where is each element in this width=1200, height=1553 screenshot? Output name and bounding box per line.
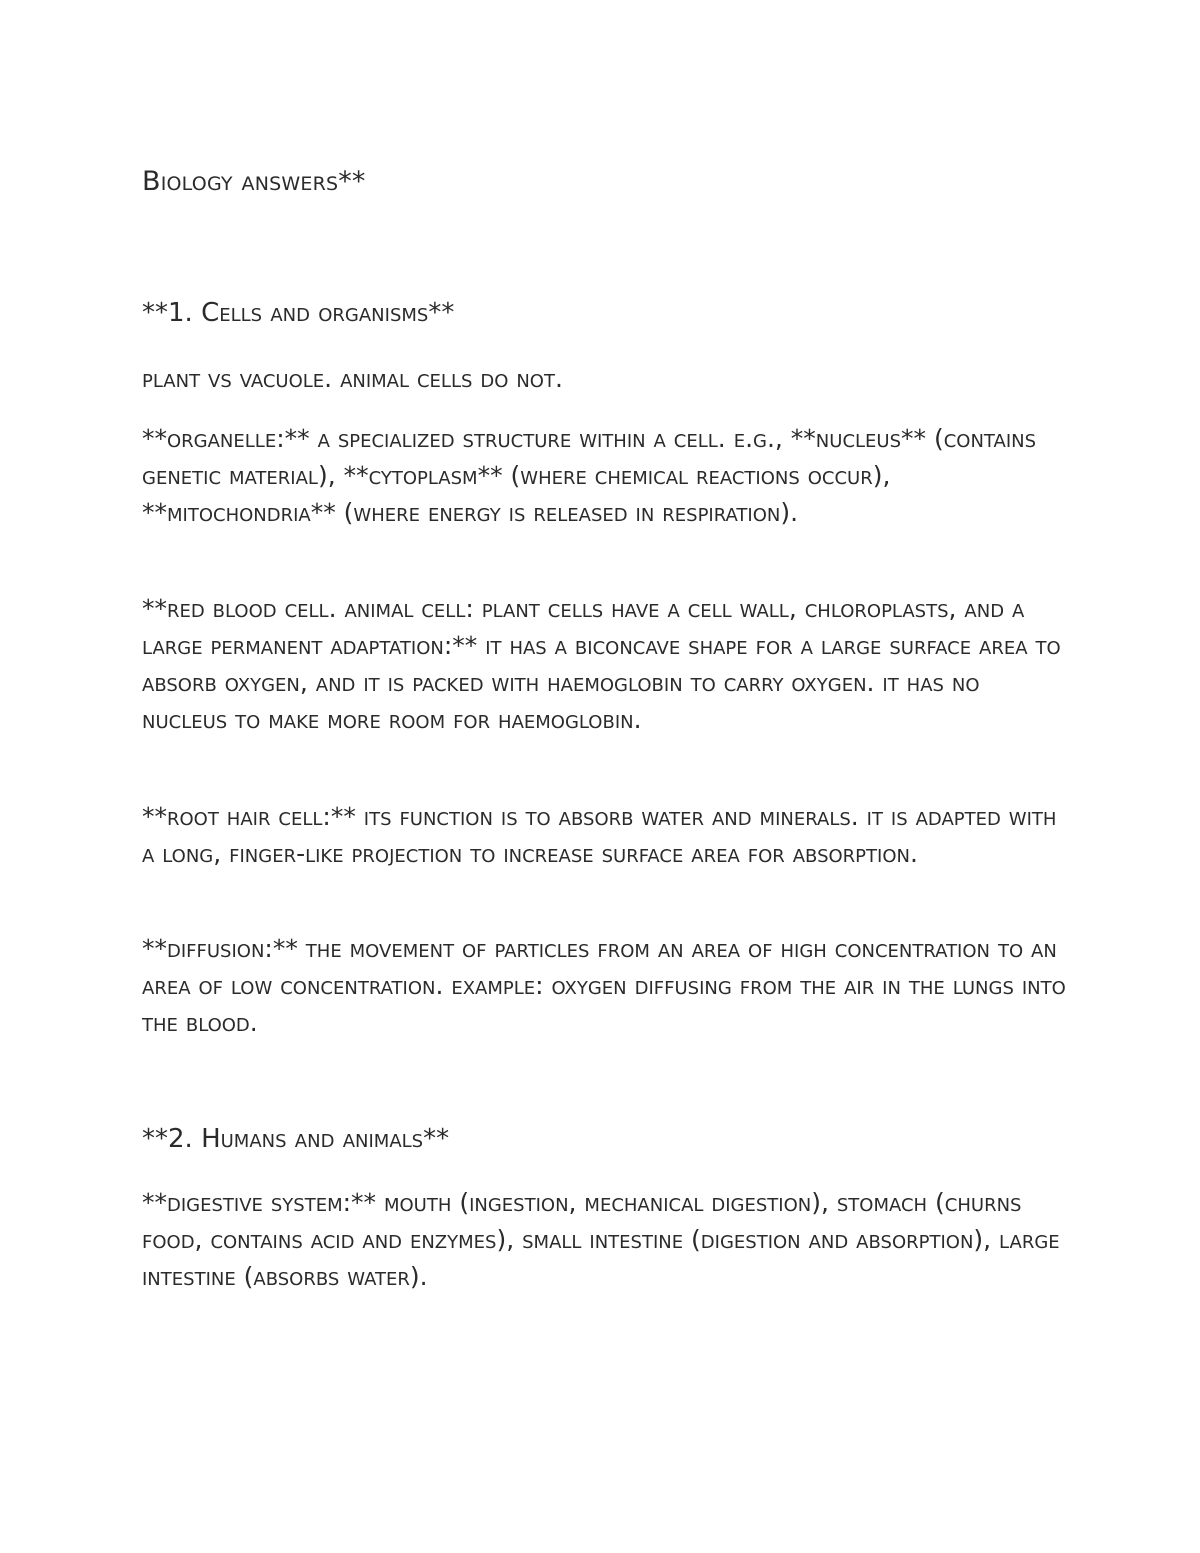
section-heading-humans: **2. Humans and animals** [142, 1124, 450, 1154]
document-title: Biology answers** [142, 166, 366, 197]
paragraph-red-blood-cell: **red blood cell. animal cell: plant cells have a cell wall, chloroplasts, and a large permanent adaptation:** it has a biconcave shape for a large surface area to absorb oxygen, and it is packed with haemoglobin to carry oxygen. it has no nucleus to make more room for haemoglobin. [142, 594, 1061, 734]
section-heading-cells: **1. Cells and organisms** [142, 298, 455, 328]
paragraph-plant-vacuole: plant vs vacuole. animal cells do not. [142, 364, 563, 393]
paragraph-organelle: **organelle:** a specialized structure within a cell. e.g., **nucleus** (contains genetic material), **cytoplasm** (where chemical reactions occur), **mitochondria** (where energy is released in respiration). [142, 424, 1037, 527]
paragraph-digestive-system: **digestive system:** mouth (ingestion, mechanical digestion), stomach (churns food, contains acid and enzymes), small intestine (digestion and absorption), large intestine (absorbs water). [142, 1188, 1060, 1291]
paragraph-diffusion: **diffusion:** the movement of particles from an area of high concentration to an area of low concentration. example: oxygen diffusing from the air in the lungs into the blood. [142, 934, 1066, 1037]
paragraph-root-hair-cell: **root hair cell:** its function is to absorb water and minerals. it is adapted with a long, finger-like projection to increase surface area for absorption. [142, 802, 1057, 868]
